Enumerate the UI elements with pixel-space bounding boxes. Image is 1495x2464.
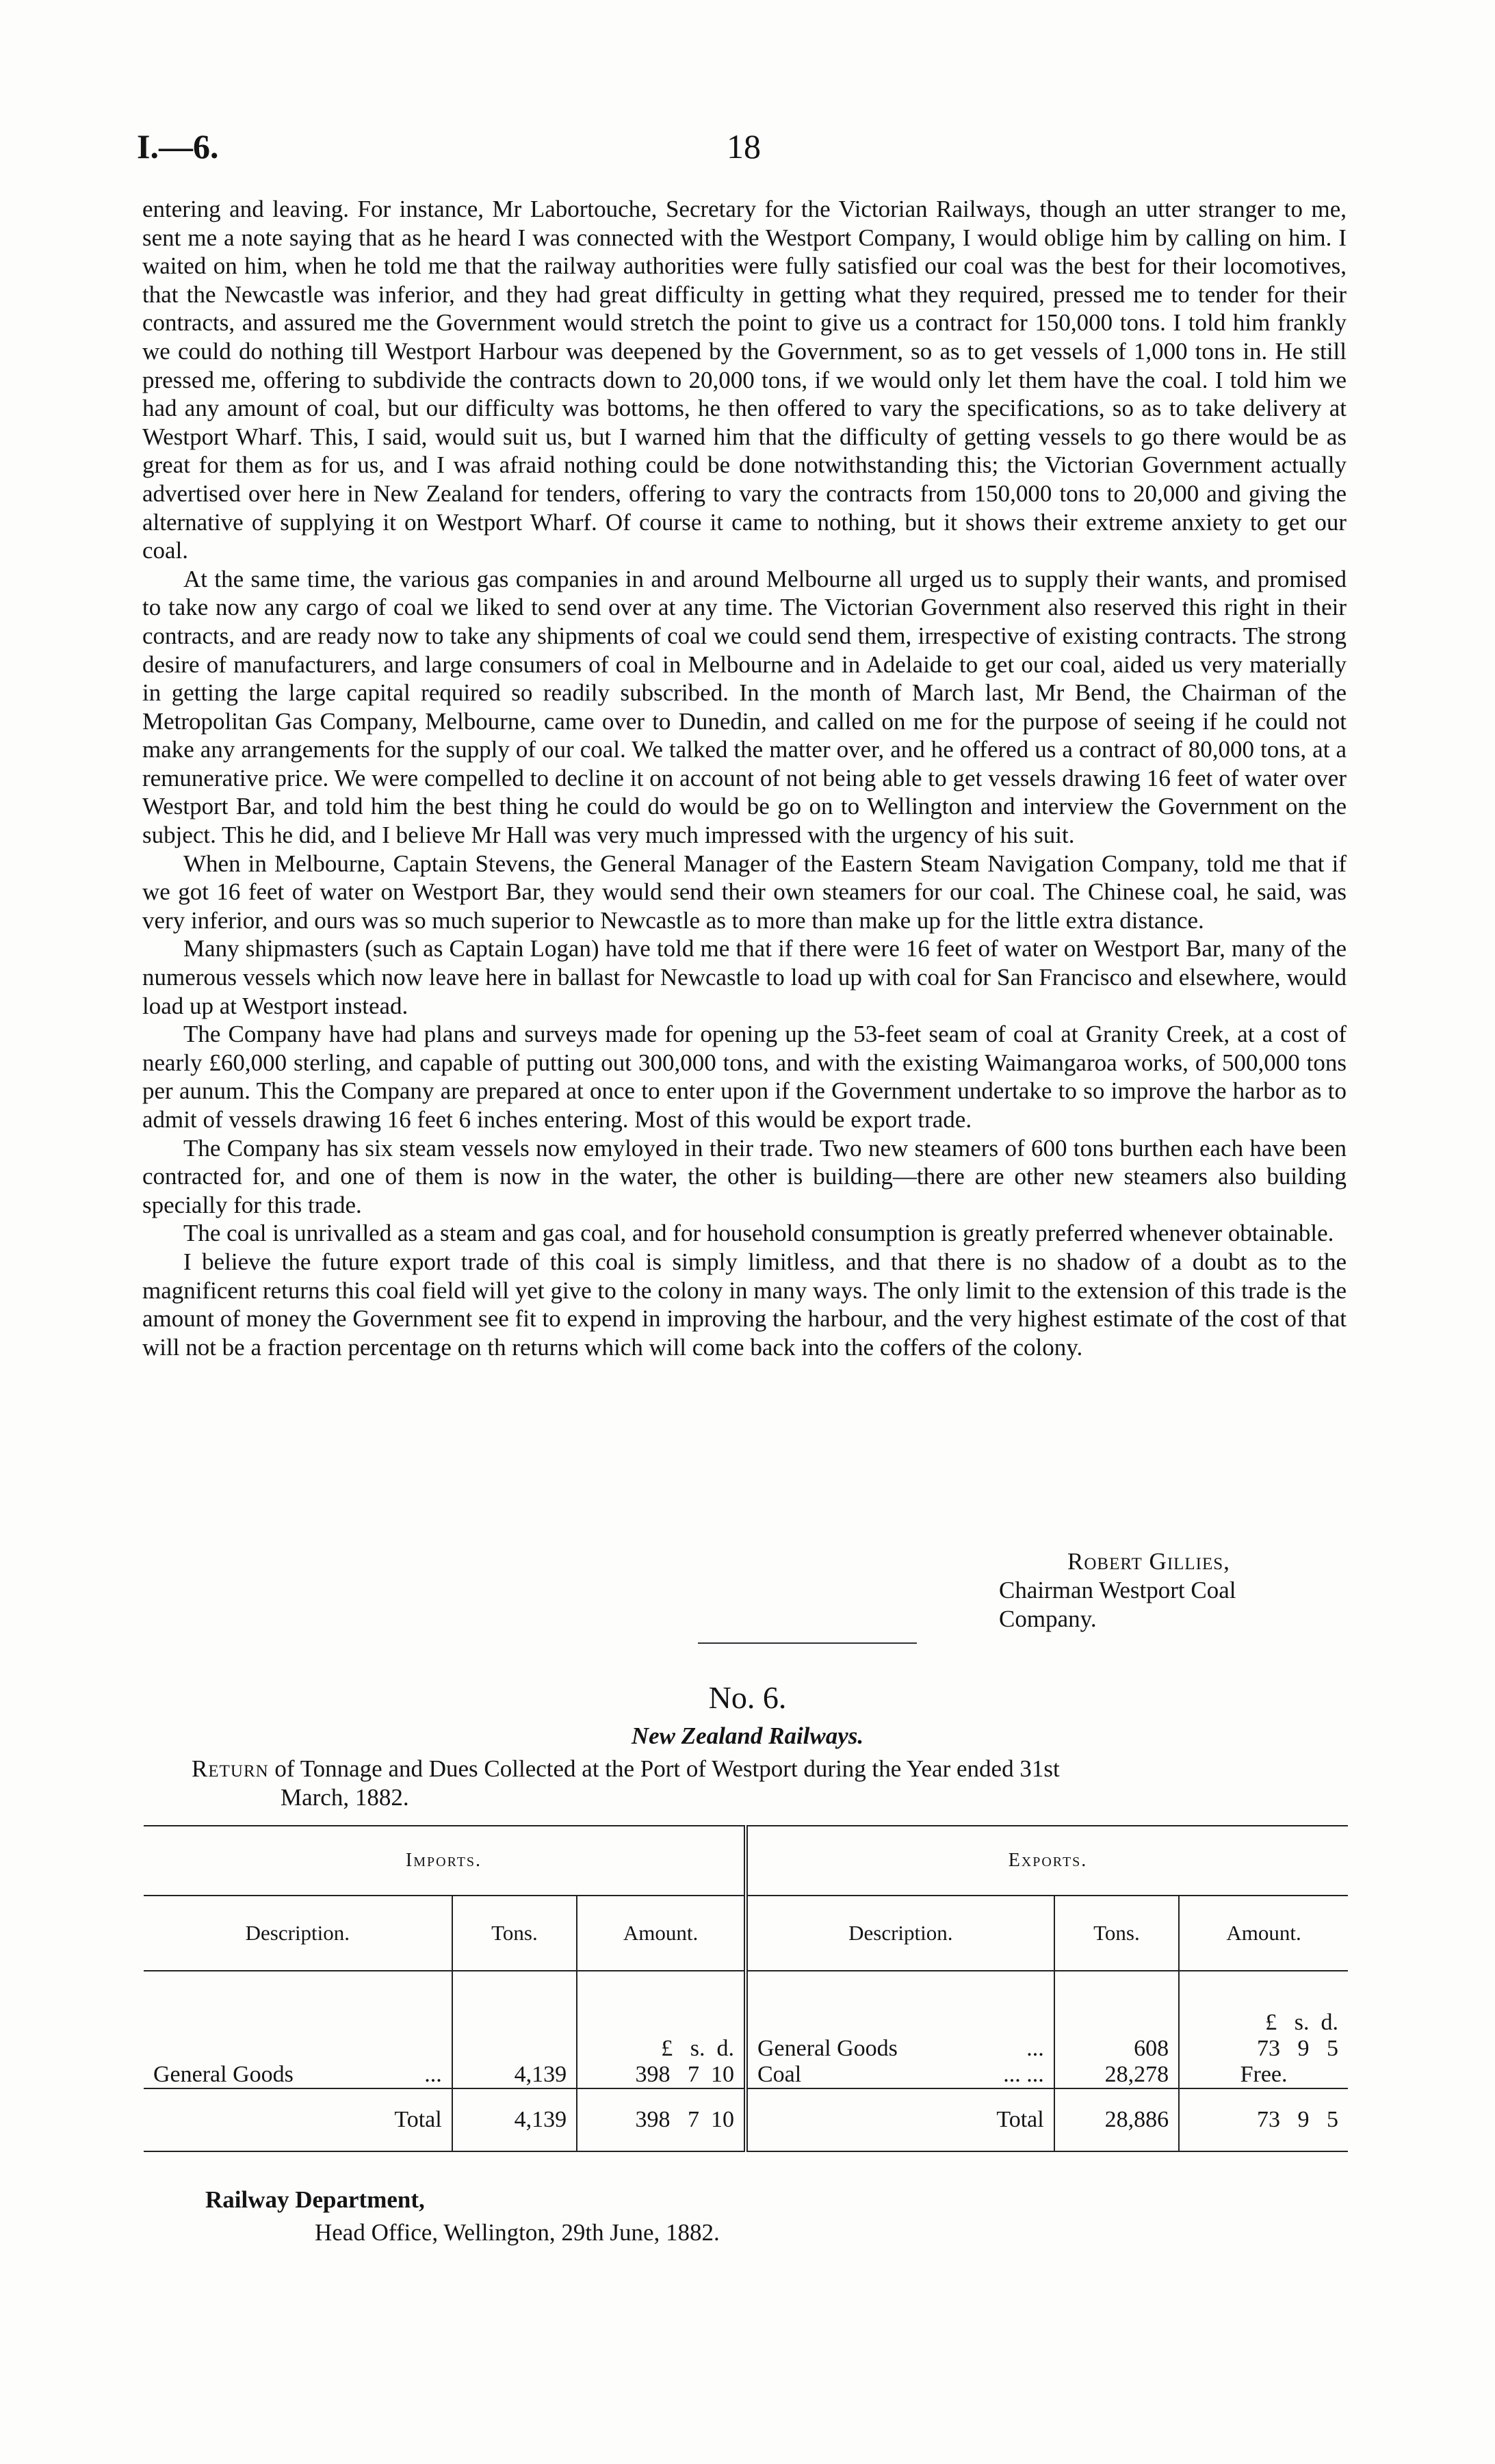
paragraph: The coal is unrivalled as a steam and gas coal, and for household consumption is greatly preferred whenever obtainable.	[183, 1220, 1334, 1247]
letter-body	[142, 195, 1347, 1361]
page-number: 18	[727, 127, 761, 166]
paragraph: The Company has six steam vessels now emyloyed in their trade. Two new steamers of 600 tons burthen each have been contracted for, and one of them is now in the water, the other is building—there are other new steamers also building specially for this trade.	[142, 1134, 1347, 1218]
paragraph: The Company have had plans and surveys made for opening up the 53-feet seam of coal at Granity Creek, at a cost of nearly £60,000 sterling, and capable of putting out 300,000 tons, and with the existing Waimangaroa works, of 500,000 tons per aunum. This the Company are prepared at once to enter upon if the Government undertake to so improve the harbor as to admit of vessels drawing 16 feet 6 inches entering. Most of this would be export trade.	[142, 1021, 1347, 1133]
table-total-row	[144, 2088, 1348, 2151]
exports-header: Exports.	[746, 1826, 1348, 1896]
table-cell: Free.	[1240, 2062, 1288, 2087]
signature-name: Robert Gillies,	[1067, 1548, 1230, 1575]
return-word: Return	[192, 1755, 269, 1782]
footer-department: Railway Department,	[205, 2186, 425, 2213]
footer-address	[205, 2184, 720, 2249]
table-cell: 398 7 10	[577, 2088, 746, 2151]
currency-header: £ s. d.	[1265, 2010, 1338, 2035]
table-cell: 398 7 10	[635, 2062, 734, 2087]
table-cell: General Goods ...	[757, 2036, 1044, 2061]
table-row	[144, 1971, 1348, 2088]
table-cell: Coal ... ...	[757, 2062, 1044, 2087]
section-divider	[698, 1642, 917, 1644]
page-id: I.—6.	[137, 127, 219, 166]
return-text: of Tonnage and Dues Collected at the Port of Westport during the Year ended 31st	[274, 1755, 1060, 1782]
currency-header: £ s. d.	[661, 2036, 734, 2061]
table-cell: 608	[1134, 2036, 1169, 2061]
total-label: Total	[144, 2088, 452, 2151]
exports-tons	[1054, 1971, 1179, 2088]
signature-title: Chairman Westport Coal Company.	[999, 1577, 1236, 1632]
total-label: Total	[746, 2088, 1054, 2151]
exports-amount	[1179, 1971, 1348, 2088]
paragraph: Many shipmasters (such as Captain Logan) have told me that if there were 16 feet of water on Westport Bar, many of the numerous vessels which now leave here in ballast for Newcastle to load up with coal for San Francisco and elsewhere, would load up at Westport instead.	[142, 935, 1347, 1019]
section-number: No. 6.	[708, 1680, 787, 1715]
column-header: Description.	[144, 1896, 452, 1971]
signature-block	[999, 1547, 1290, 1634]
imports-amount	[577, 1971, 746, 2088]
column-header: Amount.	[577, 1896, 746, 1971]
footer-office: Head Office, Wellington, 29th June, 1882.	[315, 2219, 720, 2246]
column-header: Amount.	[1179, 1896, 1348, 1971]
dot-leader: ...	[1026, 2036, 1044, 2061]
table-cell: 4,139	[452, 2088, 577, 2151]
paragraph: When in Melbourne, Captain Stevens, the General Manager of the Eastern Steam Navigation Company, told me that if we got 16 feet of water on Westport Bar, they would send their own steamers for our coal. The Chinese coal, he said, was very inferior, and ours was so much superior to Newcastle as to more than make up for the little extra distance.	[142, 850, 1347, 934]
paragraph: entering and leaving. For instance, Mr Labortouche, Secretary for the Victorian Railways, though an utter stranger to me, sent me a note saying that as he heard I was connected with the Westport Company, I would oblige him by calling on him. I waited on him, when he told me that the railway authorities were fully satisfied our coal was the best for their locomotives, that the Newcastle was inferior, and they had great difficulty in getting what they required, pressed me to tender for their contracts, and assured me the Government would stretch the point to give us a contract for 150,000 tons. I told him frankly we could do nothing till Westport Harbour was deepened by the Government, so as to get vessels of 1,000 tons in. He still pressed me, offering to subdivide the contracts down to 20,000 tons, if we would only let them have the coal. I told him we had any amount of coal, but our difficulty was bottoms, he then offered to vary the specifications, so as to take delivery at Westport Wharf. This, I said, would suit us, but I warned him that the difficulty of getting vessels to go there would be as great for them as for us, and I was afraid nothing could be done notwithstanding this; the Victorian Government actually advertised over here in New Zealand for tenders, offering to vary the contracts from 150,000 tons to 20,000 and giving the alternative of supplying it on Westport Wharf. Of course it came to nothing, but it shows their extreme anxiety to get our coal.	[142, 196, 1347, 564]
return-text-line2: March, 1882.	[281, 1784, 409, 1811]
column-header: Description.	[746, 1896, 1054, 1971]
dot-leader: ... ...	[1003, 2062, 1044, 2087]
paragraph: At the same time, the various gas companies in and around Melbourne all urged us to supply their wants, and promised to take now any cargo of coal we liked to send over at any time. The Victorian Government also reserved this right in their contracts, and are ready now to take any shipments of coal we could send them, irrespective of existing contracts. The strong desire of manufacturers, and large consumers of coal in Melbourne and in Adelaide to get our coal, aided us very materially in getting the large capital required so readily subscribed. In the month of March last, Mr Bend, the Chairman of the Metropolitan Gas Company, Melbourne, came over to Dunedin, and called on me for the purpose of seeing if he could not make any arrangements for the supply of our coal. We talked the matter over, and he offered us a contract of 80,000 tons, at a remunerative price. We were compelled to decline it on account of not being able to get vessels drawing 16 feet of water over Westport Bar, and told him the best thing he could do would be go on to Wellington and interview the Government on the subject. This he did, and I believe Mr Hall was very much impressed with the urgency of his suit.	[142, 565, 1347, 849]
exports-description	[746, 1971, 1054, 2088]
dot-leader: ...	[424, 2062, 442, 2087]
imports-description	[144, 1971, 452, 2088]
table-cell: 28,886	[1054, 2088, 1179, 2151]
table-cell: 4,139	[452, 1971, 577, 2088]
column-header: Tons.	[1054, 1896, 1179, 1971]
table-cell: 73 9 5	[1179, 2088, 1348, 2151]
section-subtitle: New Zealand Railways.	[631, 1722, 864, 1749]
table-cell: General Goods	[153, 2062, 294, 2087]
column-header: Tons.	[452, 1896, 577, 1971]
table-cell: 28,278	[1104, 2062, 1169, 2087]
table-cell: 73 9 5	[1257, 2036, 1338, 2061]
paragraph: I believe the future export trade of this coal is simply limitless, and that there is no shadow of a doubt as to the magnificent returns this coal field will yet give to the colony in many ways. The only limit to the extension of this trade is the amount of money the Government see fit to expend in improving the harbour, and the very highest estimate of the cost of that will not be a fraction percentage on th returns which will come back into the coffers of the colony.	[142, 1248, 1347, 1361]
return-heading	[192, 1755, 1341, 1812]
tonnage-return-table	[144, 1825, 1348, 2152]
imports-header: Imports.	[144, 1826, 746, 1896]
